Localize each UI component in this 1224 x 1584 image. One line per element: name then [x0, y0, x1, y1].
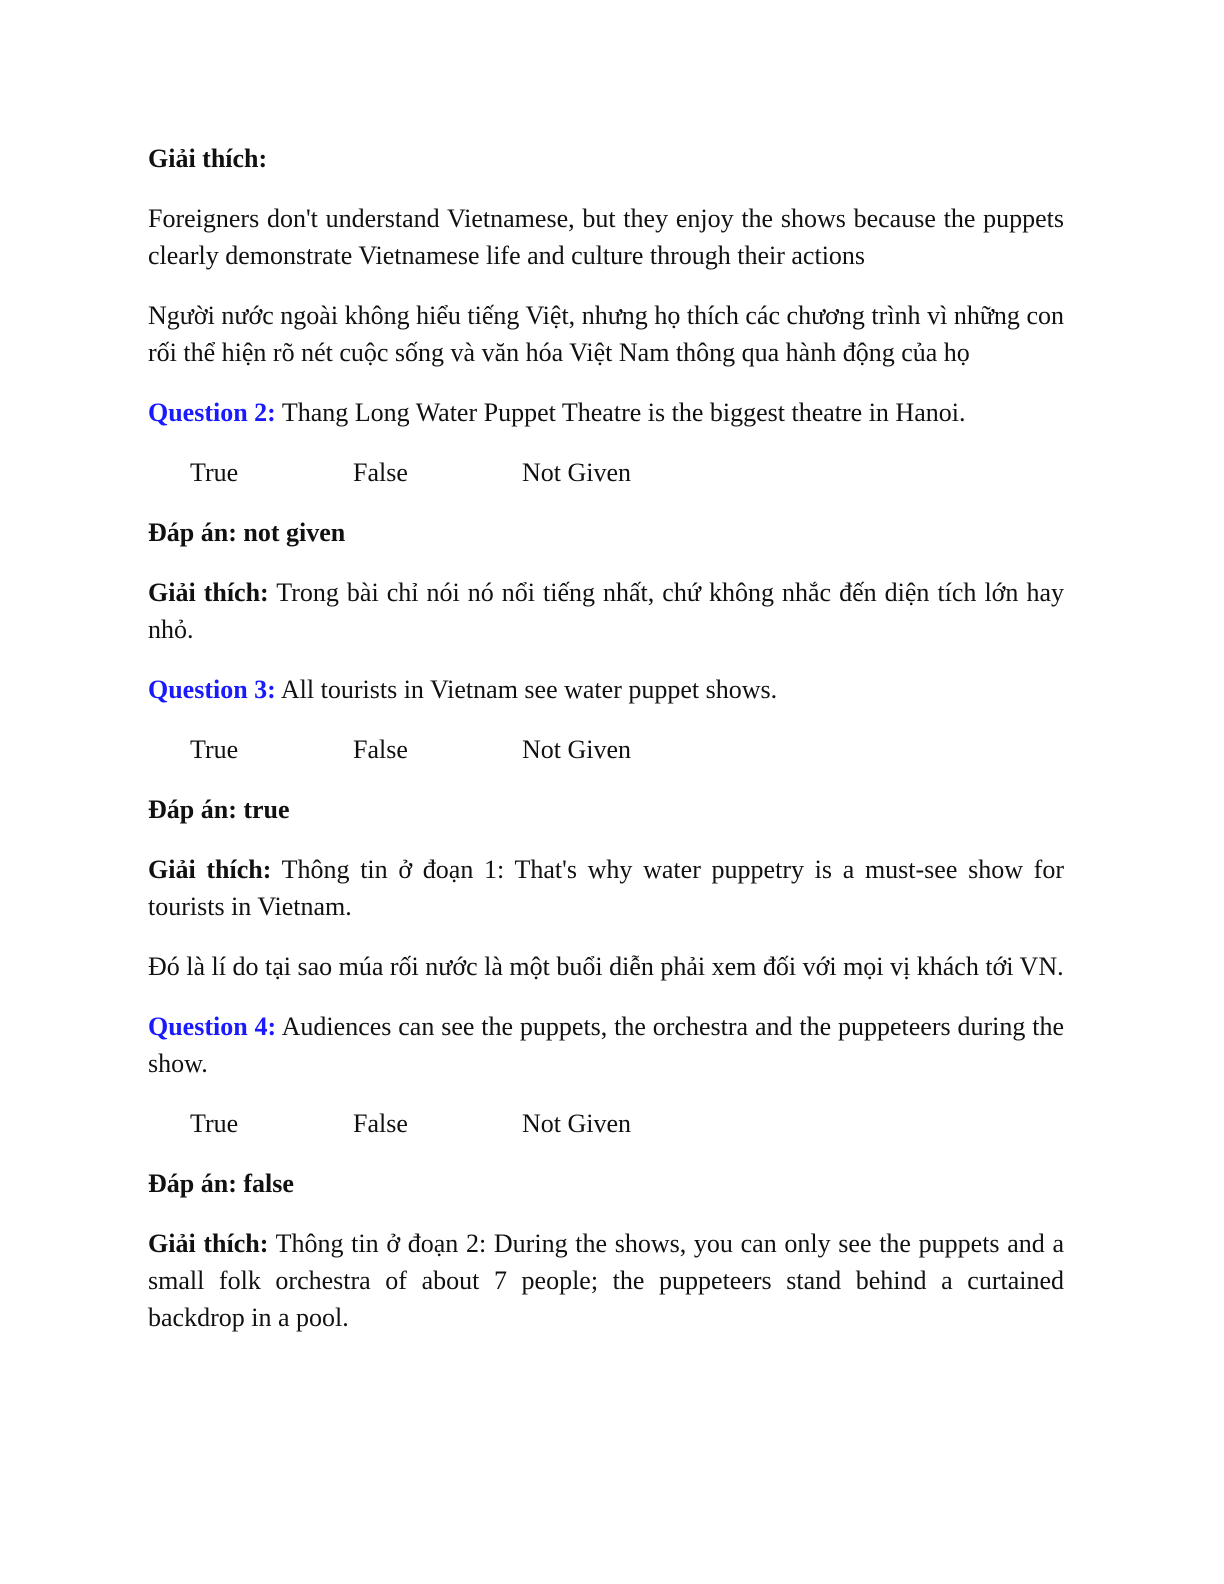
question-3	[148, 671, 1064, 708]
option-true: True	[190, 458, 239, 487]
option-not-given: Not Given	[522, 1109, 632, 1138]
explanation	[148, 851, 1064, 925]
question-label: Question 2:	[148, 398, 276, 427]
document-page	[148, 140, 1064, 1359]
option-not-given: Not Given	[522, 735, 632, 764]
option-false: False	[353, 458, 408, 487]
question-2	[148, 394, 1064, 431]
question-text: Audiences can see the puppets, the orchestra and the puppeteers during the show.	[148, 1012, 1064, 1078]
option-true: True	[190, 1109, 239, 1138]
option-false: False	[353, 1109, 408, 1138]
question-text: Thang Long Water Puppet Theatre is the biggest theatre in Hanoi.	[275, 398, 966, 427]
answer: Đáp án: false	[148, 1169, 294, 1198]
answer: Đáp án: true	[148, 795, 290, 824]
explanation	[148, 1225, 1064, 1336]
option-false: False	[353, 735, 408, 764]
question-label: Question 3:	[148, 675, 276, 704]
explanation	[148, 574, 1064, 648]
explanation-label: Giải thích:	[148, 578, 269, 607]
explanation-english: Foreigners don't understand Vietnamese, but they enjoy the shows because the puppets clearly demonstrate Vietnamese life and culture through their actions	[148, 204, 1064, 270]
answer: Đáp án: not given	[148, 518, 346, 547]
explanation-translation: Đó là lí do tại sao múa rối nước là một buổi diễn phải xem đối với mọi vị khách tới VN.	[148, 952, 1064, 981]
explanation-text: Thông tin ở đoạn 2: During the shows, you can only see the puppets and a small folk orchestra of about 7 people; the puppeteers stand behind a curtained backdrop in a pool.	[148, 1229, 1064, 1332]
options-row	[148, 1105, 1064, 1142]
explanation-text: Thông tin ở đoạn 1: That's why water puppetry is a must-see show for tourists in Vietnam.	[148, 855, 1064, 921]
option-true: True	[190, 735, 239, 764]
explanation-heading: Giải thích:	[148, 144, 268, 173]
question-4	[148, 1008, 1064, 1082]
option-not-given: Not Given	[522, 458, 632, 487]
question-text: All tourists in Vietnam see water puppet shows.	[275, 675, 778, 704]
explanation-text: Trong bài chỉ nói nó nổi tiếng nhất, chứ không nhắc đến diện tích lớn hay nhỏ.	[148, 578, 1064, 644]
question-label: Question 4:	[148, 1012, 277, 1041]
explanation-vietnamese: Người nước ngoài không hiểu tiếng Việt, nhưng họ thích các chương trình vì những con rối thể hiện rõ nét cuộc sống và văn hóa Việt Nam thông qua hành động của họ	[148, 301, 1064, 367]
explanation-label: Giải thích:	[148, 1229, 269, 1258]
options-row	[148, 454, 1064, 491]
explanation-label: Giải thích:	[148, 855, 272, 884]
options-row	[148, 731, 1064, 768]
